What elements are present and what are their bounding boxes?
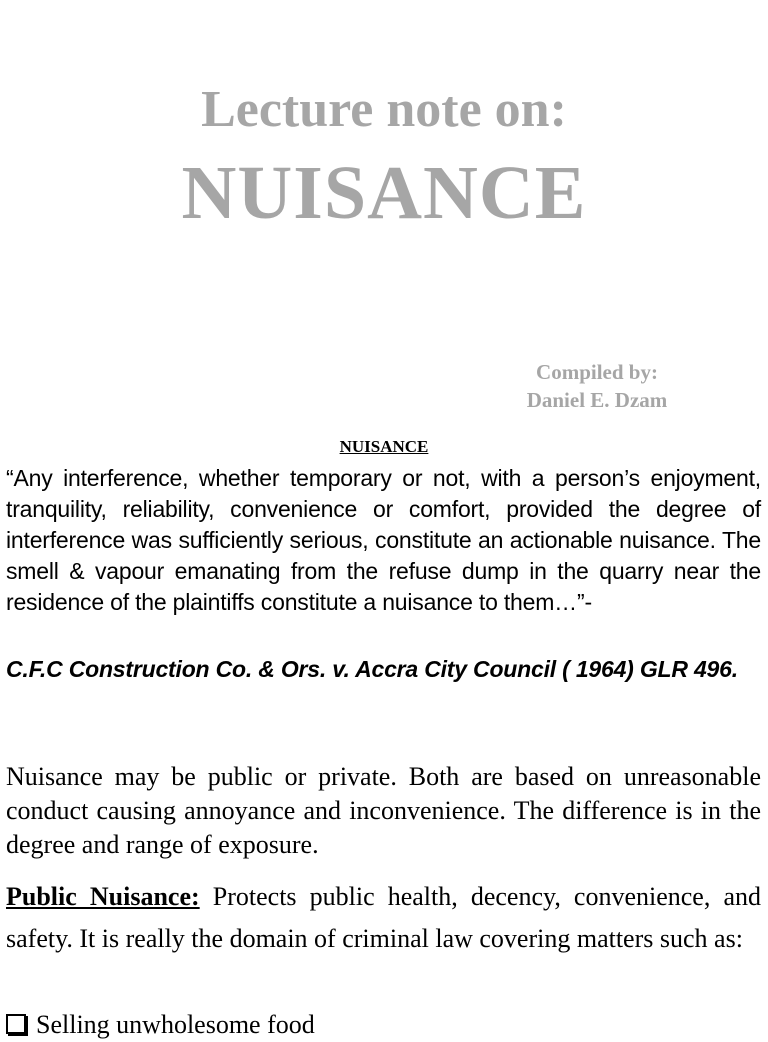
section-heading: NUISANCE xyxy=(339,437,429,456)
case-citation: C.F.C Construction Co. & Ors. v. Accra City Council ( 1964) GLR 496. xyxy=(6,656,738,682)
public-nuisance-paragraph xyxy=(6,876,761,960)
checkbox-bullet-icon xyxy=(6,1014,26,1034)
bullet-item-text: Selling unwholesome food xyxy=(36,1010,315,1039)
compiled-label: Compiled by: xyxy=(536,360,658,384)
intro-paragraph: Nuisance may be public or private. Both are based on unreasonable conduct causing annoyance and inconvenience. The difference is in the degree and range of exposure. xyxy=(6,762,761,859)
bullet-list-item xyxy=(6,1008,761,1042)
title-line-2: NUISANCE xyxy=(181,151,587,235)
public-nuisance-term: Public Nuisance: xyxy=(6,882,200,911)
public-nuisance-text: Protects public health, decency, convenience, and safety. It is really the domain of criminal law covering matters such as: xyxy=(6,882,761,953)
compiled-by-block xyxy=(482,358,712,414)
definition-quote: “Any interference, whether temporary or not, with a person’s enjoyment, tranquility, reliability, convenience or comfort, provided the degree of interference was sufficiently serious, constitute an actionable nuisance. The smell & vapour emanating from the refuse dump in the quarry near the residence of the plaintiffs constitute a nuisance to them…”- xyxy=(6,465,761,615)
author-name: Daniel E. Dzam xyxy=(526,388,668,412)
title-line-1: Lecture note on: xyxy=(201,81,567,138)
